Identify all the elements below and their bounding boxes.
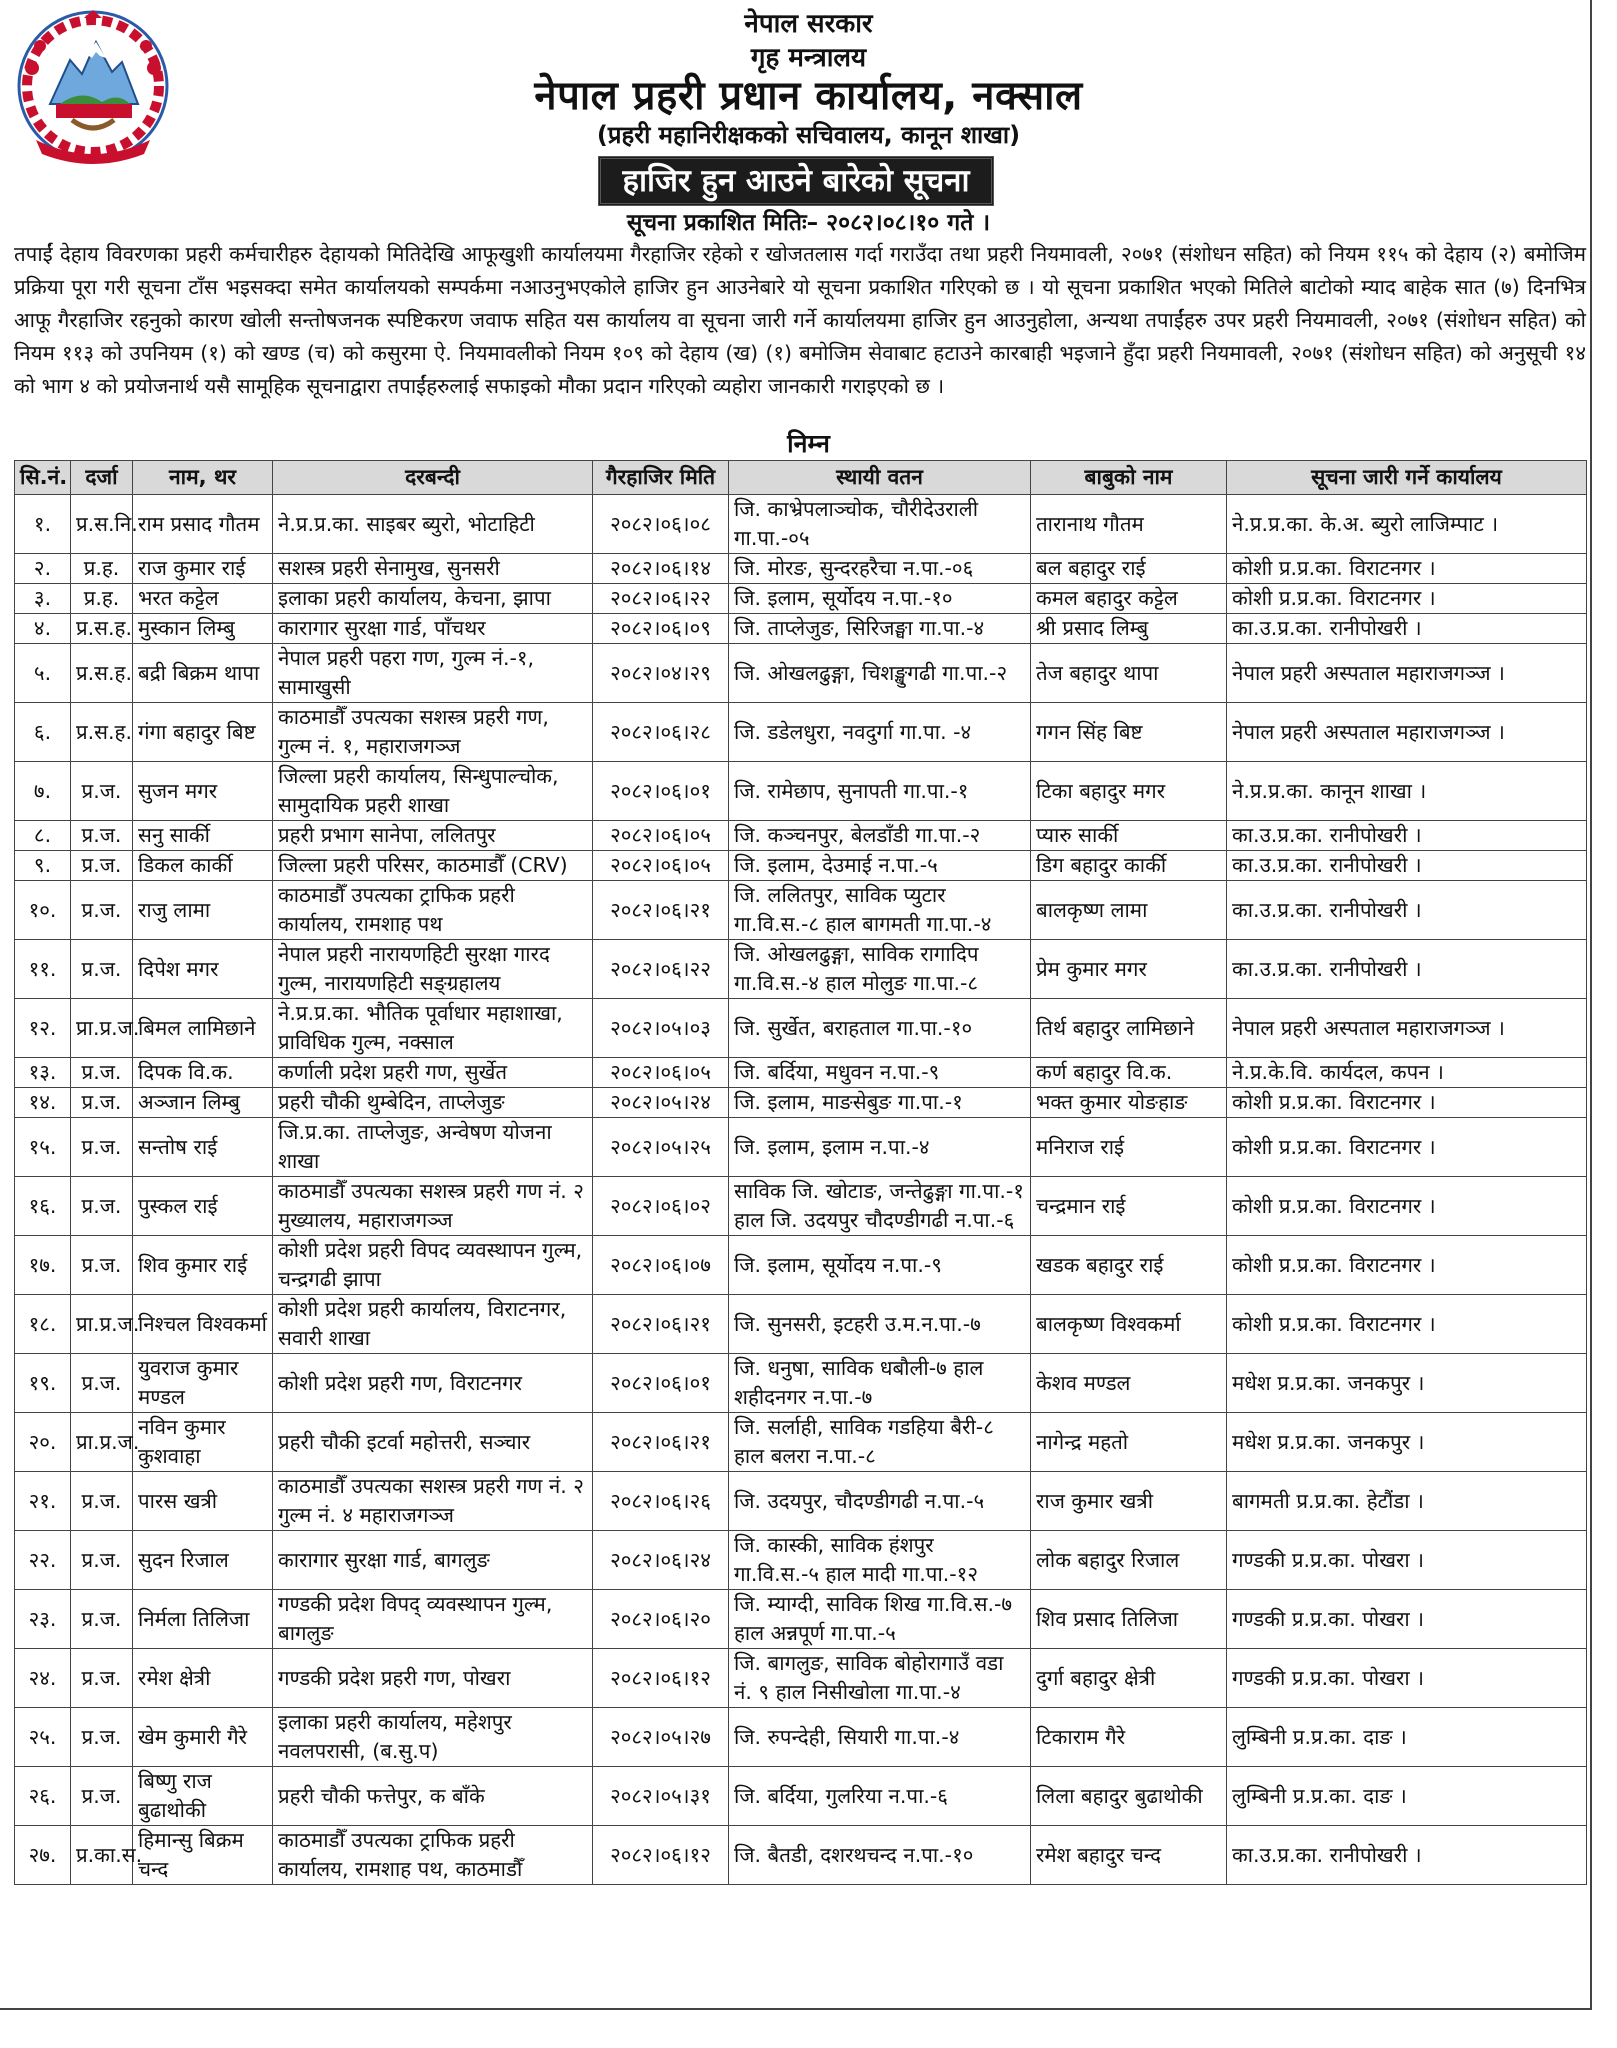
table-row [15, 1590, 1587, 1649]
cell-address: जि. कञ्चनपुर, बेलडाँडी गा.पा.-२ [729, 821, 1031, 851]
cell-address: जि. इलाम, इलाम न.पा.-४ [729, 1118, 1031, 1177]
cell-sn: १३. [15, 1058, 71, 1088]
cell-name: राजु लामा [133, 881, 273, 940]
cell-rank: प्र.स.ह. [71, 703, 133, 762]
cell-name: गंगा बहादुर बिष्ट [133, 703, 273, 762]
cell-rank: प्र.स.नि. [71, 495, 133, 554]
cell-rank: प्र.ज. [71, 1531, 133, 1590]
cell-address: जि. सर्लाही, साविक गडहिया बैरी-८ हाल बलरा न.पा.-८ [729, 1413, 1031, 1472]
cell-date: २०८२।०५।२५ [593, 1118, 729, 1177]
table-row [15, 881, 1587, 940]
table-caption: निम्न [787, 429, 830, 458]
cell-office: नेपाल प्रहरी अस्पताल महाराजगञ्ज । [1227, 703, 1587, 762]
cell-rank: प्र.ज. [71, 1472, 133, 1531]
table-row [15, 1088, 1587, 1118]
cell-father: तिर्थ बहादुर लामिछाने [1031, 999, 1227, 1058]
cell-post: प्रहरी चौकी फत्तेपुर, क बाँके [273, 1767, 593, 1826]
page-border-right [1590, 0, 1592, 2010]
cell-rank: प्र.ज. [71, 851, 133, 881]
cell-father: रमेश बहादुर चन्द [1031, 1826, 1227, 1885]
cell-father: बालकृष्ण विश्वकर्मा [1031, 1295, 1227, 1354]
cell-sn: १७. [15, 1236, 71, 1295]
cell-rank: प्र.ज. [71, 762, 133, 821]
cell-sn: ८. [15, 821, 71, 851]
cell-post: इलाका प्रहरी कार्यालय, महेशपुर नवलपरासी, (ब.सु.प) [273, 1708, 593, 1767]
cell-date: २०८२।०५।२४ [593, 1088, 729, 1118]
cell-rank: प्रा.प्र.ज. [71, 999, 133, 1058]
cell-address: जि. सुर्खेत, बराहताल गा.पा.-१० [729, 999, 1031, 1058]
cell-rank: प्र.ज. [71, 881, 133, 940]
table-row [15, 1177, 1587, 1236]
cell-name: राज कुमार राई [133, 554, 273, 584]
cell-address: जि. धनुषा, साविक धबौली-७ हाल शहीदनगर न.पा.-७ [729, 1354, 1031, 1413]
cell-post: प्रहरी चौकी थुम्बेदिन, ताप्लेजुङ [273, 1088, 593, 1118]
cell-name: मुस्कान लिम्बु [133, 614, 273, 644]
cell-date: २०८२।०६।०५ [593, 1058, 729, 1088]
cell-office: लुम्बिनी प्र.प्र.का. दाङ । [1227, 1708, 1587, 1767]
cell-post: कर्णाली प्रदेश प्रहरी गण, सुर्खेत [273, 1058, 593, 1088]
table-row [15, 999, 1587, 1058]
cell-office: ने.प्र.प्र.का. कानून शाखा । [1227, 762, 1587, 821]
notice-title: हाजिर हुन आउने बारेको सूचना [598, 156, 994, 206]
cell-address: जि. कास्की, साविक हंशपुर गा.वि.स.-५ हाल मादी गा.पा.-१२ [729, 1531, 1031, 1590]
table-row [15, 584, 1587, 614]
col-header-address: स्थायी वतन [729, 461, 1031, 495]
cell-office: गण्डकी प्र.प्र.का. पोखरा । [1227, 1590, 1587, 1649]
cell-sn: १०. [15, 881, 71, 940]
cell-sn: १५. [15, 1118, 71, 1177]
cell-father: बालकृष्ण लामा [1031, 881, 1227, 940]
cell-date: २०८२।०६।०८ [593, 495, 729, 554]
cell-office: कोशी प्र.प्र.का. विराटनगर । [1227, 554, 1587, 584]
cell-sn: १. [15, 495, 71, 554]
cell-date: २०८२।०६।१४ [593, 554, 729, 584]
cell-father: डिग बहादुर कार्की [1031, 851, 1227, 881]
cell-sn: २५. [15, 1708, 71, 1767]
cell-post: काठमाडौँ उपत्यका ट्राफिक प्रहरी कार्यालय, रामशाह पथ, काठमाडौँ [273, 1826, 593, 1885]
cell-father: तारानाथ गौतम [1031, 495, 1227, 554]
table-row [15, 762, 1587, 821]
cell-name: बद्री बिक्रम थापा [133, 644, 273, 703]
cell-name: नविन कुमार कुशवाहा [133, 1413, 273, 1472]
cell-rank: प्र.ज. [71, 1177, 133, 1236]
cell-father: खडक बहादुर राई [1031, 1236, 1227, 1295]
table-row [15, 1531, 1587, 1590]
cell-father: श्री प्रसाद लिम्बु [1031, 614, 1227, 644]
cell-rank: प्रा.प्र.ज. [71, 1413, 133, 1472]
cell-post: कोशी प्रदेश प्रहरी गण, विराटनगर [273, 1354, 593, 1413]
cell-name: निश्चल विश्वकर्मा [133, 1295, 273, 1354]
cell-name: सुदन रिजाल [133, 1531, 273, 1590]
table-row [15, 703, 1587, 762]
cell-office: गण्डकी प्र.प्र.का. पोखरा । [1227, 1649, 1587, 1708]
cell-rank: प्र.का.स. [71, 1826, 133, 1885]
cell-father: टिकाराम गैरे [1031, 1708, 1227, 1767]
cell-address: जि. मोरङ, सुन्दरहरैचा न.पा.-०६ [729, 554, 1031, 584]
cell-address: साविक जि. खोटाङ, जन्तेढुङ्गा गा.पा.-१ हाल जि. उदयपुर चौदण्डीगढी न.पा.-६ [729, 1177, 1031, 1236]
cell-date: २०८२।०६।१२ [593, 1826, 729, 1885]
cell-address: जि. ओखलढुङ्गा, चिशङ्खुगढी गा.पा.-२ [729, 644, 1031, 703]
cell-post: ने.प्र.प्र.का. साइबर ब्युरो, भोटाहिटी [273, 495, 593, 554]
cell-office: गण्डकी प्र.प्र.का. पोखरा । [1227, 1531, 1587, 1590]
cell-father: टिका बहादुर मगर [1031, 762, 1227, 821]
cell-sn: २. [15, 554, 71, 584]
cell-office: मधेश प्र.प्र.का. जनकपुर । [1227, 1354, 1587, 1413]
cell-rank: प्र.ह. [71, 554, 133, 584]
col-header-rank: दर्जा [71, 461, 133, 495]
cell-father: चन्द्रमान राई [1031, 1177, 1227, 1236]
cell-office: का.उ.प्र.का. रानीपोखरी । [1227, 1826, 1587, 1885]
cell-date: २०८२।०४।२९ [593, 644, 729, 703]
cell-address: जि. म्याग्दी, साविक शिख गा.वि.स.-७ हाल अन्नपूर्ण गा.पा.-५ [729, 1590, 1031, 1649]
cell-sn: ९. [15, 851, 71, 881]
cell-post: कोशी प्रदेश प्रहरी विपद व्यवस्थापन गुल्म, चन्द्रगढी झापा [273, 1236, 593, 1295]
cell-rank: प्र.ज. [71, 1118, 133, 1177]
cell-address: जि. रामेछाप, सुनापती गा.पा.-१ [729, 762, 1031, 821]
table-row [15, 1295, 1587, 1354]
cell-office: ने.प्र.के.वि. कार्यदल, कपन । [1227, 1058, 1587, 1088]
cell-office: का.उ.प्र.का. रानीपोखरी । [1227, 940, 1587, 999]
cell-post: कोशी प्रदेश प्रहरी कार्यालय, विराटनगर, सवारी शाखा [273, 1295, 593, 1354]
cell-name: युवराज कुमार मण्डल [133, 1354, 273, 1413]
cell-date: २०८२।०६।०५ [593, 821, 729, 851]
cell-office: नेपाल प्रहरी अस्पताल महाराजगञ्ज । [1227, 644, 1587, 703]
cell-address: जि. डडेलधुरा, नवदुर्गा गा.पा. -४ [729, 703, 1031, 762]
cell-sn: १६. [15, 1177, 71, 1236]
cell-sn: २६. [15, 1767, 71, 1826]
table-row [15, 1767, 1587, 1826]
cell-father: शिव प्रसाद तिलिजा [1031, 1590, 1227, 1649]
table-row [15, 1826, 1587, 1885]
cell-sn: २३. [15, 1590, 71, 1649]
cell-date: २०८२।०६।२६ [593, 1472, 729, 1531]
cell-father: केशव मण्डल [1031, 1354, 1227, 1413]
cell-rank: प्र.ज. [71, 821, 133, 851]
table-body [15, 495, 1587, 1885]
cell-post: इलाका प्रहरी कार्यालय, केचना, झापा [273, 584, 593, 614]
table-row [15, 1413, 1587, 1472]
col-header-father: बाबुको नाम [1031, 461, 1227, 495]
cell-date: २०८२।०६।१२ [593, 1649, 729, 1708]
cell-rank: प्र.ज. [71, 940, 133, 999]
cell-date: २०८२।०६।०५ [593, 851, 729, 881]
cell-date: २०८२।०६।२४ [593, 1531, 729, 1590]
cell-sn: १९. [15, 1354, 71, 1413]
cell-name: बिमल लामिछाने [133, 999, 273, 1058]
cell-date: २०८२।०६।२२ [593, 584, 729, 614]
cell-name: पुस्कल राई [133, 1177, 273, 1236]
cell-office: कोशी प्र.प्र.का. विराटनगर । [1227, 1295, 1587, 1354]
cell-office: नेपाल प्रहरी अस्पताल महाराजगञ्ज । [1227, 999, 1587, 1058]
cell-name: दिपक वि.क. [133, 1058, 273, 1088]
cell-post: गण्डकी प्रदेश प्रहरी गण, पोखरा [273, 1649, 593, 1708]
cell-father: तेज बहादुर थापा [1031, 644, 1227, 703]
cell-office: मधेश प्र.प्र.का. जनकपुर । [1227, 1413, 1587, 1472]
cell-father: प्रेम कुमार मगर [1031, 940, 1227, 999]
cell-date: २०८२।०५।२७ [593, 1708, 729, 1767]
cell-rank: प्र.ज. [71, 1354, 133, 1413]
cell-rank: प्र.ह. [71, 584, 133, 614]
cell-rank: प्र.ज. [71, 1767, 133, 1826]
cell-address: जि. काभ्रेपलाञ्चोक, चौरीदेउराली गा.पा.-०५ [729, 495, 1031, 554]
cell-name: सन्तोष राई [133, 1118, 273, 1177]
absentee-table [14, 460, 1587, 1885]
table-row [15, 1236, 1587, 1295]
page-border-bottom [0, 2008, 1592, 2010]
cell-sn: ७. [15, 762, 71, 821]
cell-post: नेपाल प्रहरी पहरा गण, गुल्म नं.-१, सामाखुसी [273, 644, 593, 703]
cell-date: २०८२।०५।३१ [593, 1767, 729, 1826]
cell-sn: २७. [15, 1826, 71, 1885]
cell-rank: प्र.स.ह. [71, 644, 133, 703]
cell-office: का.उ.प्र.का. रानीपोखरी । [1227, 881, 1587, 940]
cell-sn: २४. [15, 1649, 71, 1708]
cell-father: नागेन्द्र महतो [1031, 1413, 1227, 1472]
cell-post: नेपाल प्रहरी नारायणहिटी सुरक्षा गारद गुल्म, नारायणहिटी सङ्ग्रहालय [273, 940, 593, 999]
cell-date: २०८२।०६।०९ [593, 614, 729, 644]
cell-father: गगन सिंह बिष्ट [1031, 703, 1227, 762]
cell-date: २०८२।०६।२० [593, 1590, 729, 1649]
table-row [15, 851, 1587, 881]
table-row [15, 1708, 1587, 1767]
cell-post: गण्डकी प्रदेश विपद् व्यवस्थापन गुल्म, बागलुङ [273, 1590, 593, 1649]
cell-rank: प्र.ज. [71, 1649, 133, 1708]
cell-address: जि. रुपन्देही, सियारी गा.पा.-४ [729, 1708, 1031, 1767]
cell-post: काठमाडौँ उपत्यका सशस्त्र प्रहरी गण, गुल्म नं. १, महाराजगञ्ज [273, 703, 593, 762]
cell-sn: १४. [15, 1088, 71, 1118]
table-row [15, 821, 1587, 851]
cell-name: हिमान्सु बिक्रम चन्द [133, 1826, 273, 1885]
cell-address: जि. ललितपुर, साविक प्युटार गा.वि.स.-८ हाल बागमती गा.पा.-४ [729, 881, 1031, 940]
cell-post: कारागार सुरक्षा गार्ड, पाँचथर [273, 614, 593, 644]
col-header-sn: सि.नं. [15, 461, 71, 495]
cell-address: जि. इलाम, सूर्योदय न.पा.-१० [729, 584, 1031, 614]
cell-name: बिष्णु राज बुढाथोकी [133, 1767, 273, 1826]
cell-sn: ५. [15, 644, 71, 703]
cell-address: जि. उदयपुर, चौदण्डीगढी न.पा.-५ [729, 1472, 1031, 1531]
ministry-title: गृह मन्त्रालय [750, 43, 867, 73]
cell-name: सुजन मगर [133, 762, 273, 821]
cell-rank: प्रा.प्र.ज. [71, 1295, 133, 1354]
cell-date: २०८२।०६।०७ [593, 1236, 729, 1295]
cell-sn: ६. [15, 703, 71, 762]
cell-sn: ११. [15, 940, 71, 999]
col-header-office: सूचना जारी गर्ने कार्यालय [1227, 461, 1587, 495]
cell-rank: प्र.ज. [71, 1236, 133, 1295]
cell-rank: प्र.ज. [71, 1708, 133, 1767]
cell-address: जि. बर्दिया, गुलरिया न.पा.-६ [729, 1767, 1031, 1826]
cell-office: का.उ.प्र.का. रानीपोखरी । [1227, 821, 1587, 851]
table-row [15, 614, 1587, 644]
cell-address: जि. इलाम, सूर्योदय न.पा.-९ [729, 1236, 1031, 1295]
cell-father: राज कुमार खत्री [1031, 1472, 1227, 1531]
government-title: नेपाल सरकार [744, 9, 873, 39]
cell-office: कोशी प्र.प्र.का. विराटनगर । [1227, 1236, 1587, 1295]
cell-address: जि. सुनसरी, इटहरी उ.म.न.पा.-७ [729, 1295, 1031, 1354]
cell-date: २०८२।०६।२१ [593, 1413, 729, 1472]
cell-address: जि. ताप्लेजुङ, सिरिजङ्घा गा.पा.-४ [729, 614, 1031, 644]
cell-post: सशस्त्र प्रहरी सेनामुख, सुनसरी [273, 554, 593, 584]
table-row [15, 1649, 1587, 1708]
cell-father: कमल बहादुर कट्टेल [1031, 584, 1227, 614]
table-header-row [15, 461, 1587, 495]
cell-post: कारागार सुरक्षा गार्ड, बागलुङ [273, 1531, 593, 1590]
cell-post: जिल्ला प्रहरी कार्यालय, सिन्धुपाल्चोक, सामुदायिक प्रहरी शाखा [273, 762, 593, 821]
table-row [15, 644, 1587, 703]
cell-father: मनिराज राई [1031, 1118, 1227, 1177]
cell-office: का.उ.प्र.का. रानीपोखरी । [1227, 851, 1587, 881]
table-row [15, 940, 1587, 999]
cell-rank: प्र.ज. [71, 1590, 133, 1649]
cell-date: २०८२।०६।२१ [593, 881, 729, 940]
cell-name: पारस खत्री [133, 1472, 273, 1531]
cell-name: खेम कुमारी गैरे [133, 1708, 273, 1767]
cell-name: निर्मला तिलिजा [133, 1590, 273, 1649]
cell-office: का.उ.प्र.का. रानीपोखरी । [1227, 614, 1587, 644]
cell-date: २०८२।०६।२८ [593, 703, 729, 762]
cell-father: भक्त कुमार योङहाङ [1031, 1088, 1227, 1118]
office-title: नेपाल प्रहरी प्रधान कार्यालय, नक्साल [534, 73, 1083, 119]
cell-post: जिल्ला प्रहरी परिसर, काठमाडौँ (CRV) [273, 851, 593, 881]
cell-post: जि.प्र.का. ताप्लेजुङ, अन्वेषण योजना शाखा [273, 1118, 593, 1177]
cell-sn: १८. [15, 1295, 71, 1354]
cell-post: प्रहरी चौकी इटर्वा महोत्तरी, सञ्चार [273, 1413, 593, 1472]
cell-address: जि. ओखलढुङ्गा, साविक रागादिप गा.वि.स.-४ हाल मोलुङ गा.पा.-८ [729, 940, 1031, 999]
cell-father: दुर्गा बहादुर क्षेत्री [1031, 1649, 1227, 1708]
publish-date: सूचना प्रकाशित मितिः– २०८२।०८।१० गते । [626, 210, 991, 236]
cell-father: लोक बहादुर रिजाल [1031, 1531, 1227, 1590]
cell-post: काठमाडौँ उपत्यका ट्राफिक प्रहरी कार्यालय, रामशाह पथ [273, 881, 593, 940]
table-row [15, 495, 1587, 554]
cell-sn: १२. [15, 999, 71, 1058]
cell-date: २०८२।०६।०१ [593, 1354, 729, 1413]
cell-post: प्रहरी प्रभाग सानेपा, ललितपुर [273, 821, 593, 851]
cell-sn: २२. [15, 1531, 71, 1590]
cell-office: कोशी प्र.प्र.का. विराटनगर । [1227, 1118, 1587, 1177]
cell-sn: २०. [15, 1413, 71, 1472]
cell-father: कर्ण बहादुर वि.क. [1031, 1058, 1227, 1088]
cell-name: शिव कुमार राई [133, 1236, 273, 1295]
cell-address: जि. इलाम, देउमाई न.पा.-५ [729, 851, 1031, 881]
cell-sn: ३. [15, 584, 71, 614]
cell-name: डिकल कार्की [133, 851, 273, 881]
cell-sn: २१. [15, 1472, 71, 1531]
cell-office: ने.प्र.प्र.का. के.अ. ब्युरो लाजिम्पाट । [1227, 495, 1587, 554]
cell-rank: प्र.ज. [71, 1088, 133, 1118]
cell-post: काठमाडौँ उपत्यका सशस्त्र प्रहरी गण नं. २ मुख्यालय, महाराजगञ्ज [273, 1177, 593, 1236]
cell-date: २०८२।०५।०३ [593, 999, 729, 1058]
cell-father: प्यारु सार्की [1031, 821, 1227, 851]
cell-date: २०८२।०६।०१ [593, 762, 729, 821]
cell-address: जि. बागलुङ, साविक बोहोरागाउँ वडा नं. ९ हाल निसीखोला गा.पा.-४ [729, 1649, 1031, 1708]
cell-name: राम प्रसाद गौतम [133, 495, 273, 554]
cell-rank: प्र.ज. [71, 1058, 133, 1088]
cell-address: जि. बैतडी, दशरथचन्द न.पा.-१० [729, 1826, 1031, 1885]
cell-office: कोशी प्र.प्र.का. विराटनगर । [1227, 1088, 1587, 1118]
section-subtitle: (प्रहरी महानिरीक्षकको सचिवालय, कानून शाखा) [596, 121, 1021, 149]
table-row [15, 1472, 1587, 1531]
col-header-name: नाम, थर [133, 461, 273, 495]
cell-father: बल बहादुर राई [1031, 554, 1227, 584]
cell-name: भरत कट्टेल [133, 584, 273, 614]
col-header-date: गैरहाजिर मिति [593, 461, 729, 495]
cell-rank: प्र.स.ह. [71, 614, 133, 644]
cell-father: लिला बहादुर बुढाथोकी [1031, 1767, 1227, 1826]
table-row [15, 1058, 1587, 1088]
table-row [15, 554, 1587, 584]
notice-body: तपाईं देहाय विवरणका प्रहरी कर्मचारीहरु देहायको मितिदेखि आफूखुशी कार्यालयमा गैरहाजिर रहेको र खोजतलास गर्दा गराउँदा तथा प्रहरी नियमावली, २०७१ (संशोधन सहित) को नियम ११५ को देहाय (२) बमोजिम प्रक्रिया पूरा गरी सूचना टाँस भइसक्दा समेत कार्यालयको सम्पर्कमा नआउनुभएकोले हाजिर हुन आउनेबारे यो सूचना प्रकाशित गरिएको छ । यो सूचना प्रकाशित भएको मितिले बाटोको म्याद बाहेक सात (७) दिनभित्र आफू गैरहाजिर रहनुको कारण खोली सन्तोषजनक स्पष्टिकरण जवाफ सहित यस कार्यालय वा सूचना जारी गर्ने कार्यालयमा हाजिर हुन आउनुहोला, अन्यथा तपाईंहरु उपर प्रहरी नियमावली, २०७१ (संशोधन सहित) को नियम ११३ को उपनियम (१) को खण्ड (च) को कसुरमा ऐ. नियमावलीको नियम १०९ को देहाय (ख) (१) बमोजिम सेवाबाट हटाउने कारबाही भइजाने हुँदा प्रहरी नियमावली, २०७१ (संशोधन सहित) को अनुसूची १४ को भाग ४ को प्रयोजनार्थ यसै सामूहिक सूचनाद्वारा तपाईंहरुलाई सफाइको मौका प्रदान गरिएको व्यहोरा जानकारी गराइएको छ । [14, 242, 1586, 398]
cell-name: अञ्जान लिम्बु [133, 1088, 273, 1118]
col-header-post: दरबन्दी [273, 461, 593, 495]
cell-sn: ४. [15, 614, 71, 644]
cell-office: कोशी प्र.प्र.का. विराटनगर । [1227, 584, 1587, 614]
cell-address: जि. इलाम, माङसेबुङ गा.पा.-१ [729, 1088, 1031, 1118]
cell-office: कोशी प्र.प्र.का. विराटनगर । [1227, 1177, 1587, 1236]
cell-date: २०८२।०६।२२ [593, 940, 729, 999]
cell-name: सनु सार्की [133, 821, 273, 851]
table-row [15, 1354, 1587, 1413]
cell-name: दिपेश मगर [133, 940, 273, 999]
cell-date: २०८२।०६।२१ [593, 1295, 729, 1354]
cell-office: लुम्बिनी प्र.प्र.का. दाङ । [1227, 1767, 1587, 1826]
cell-address: जि. बर्दिया, मधुवन न.पा.-९ [729, 1058, 1031, 1088]
cell-post: काठमाडौँ उपत्यका सशस्त्र प्रहरी गण नं. २ गुल्म नं. ४ महाराजगञ्ज [273, 1472, 593, 1531]
table-row [15, 1118, 1587, 1177]
cell-name: रमेश क्षेत्री [133, 1649, 273, 1708]
cell-office: बागमती प्र.प्र.का. हेटौंडा । [1227, 1472, 1587, 1531]
cell-post: ने.प्र.प्र.का. भौतिक पूर्वाधार महाशाखा, प्राविधिक गुल्म, नक्साल [273, 999, 593, 1058]
cell-date: २०८२।०६।०२ [593, 1177, 729, 1236]
